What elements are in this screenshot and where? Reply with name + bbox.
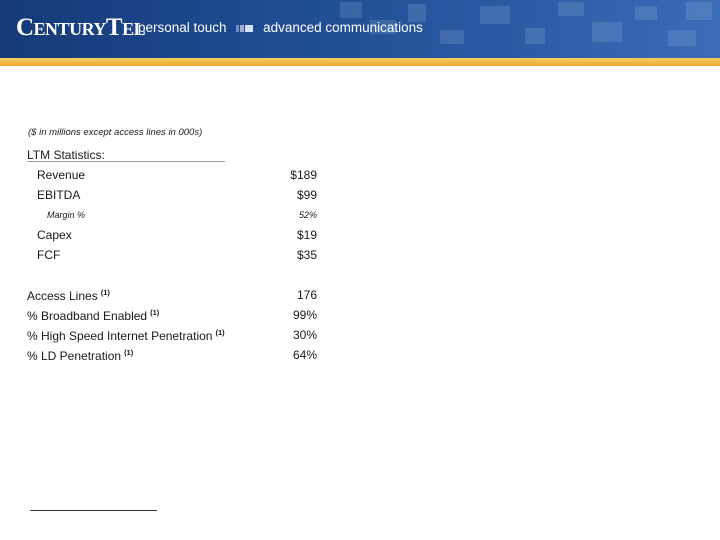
stat-row-broadband-enabled [27,308,317,324]
ltm-statistics-heading: LTM Statistics: [27,148,105,162]
footnote-marker: (1) [124,348,134,357]
stat-row-ld-penetration [27,348,317,364]
row-label: FCF [37,248,61,262]
tagline-personal-touch: personal touch [138,20,227,35]
row-label: Margin % [47,210,86,220]
row-value: 52% [298,210,317,220]
tagline-separator-icon [236,25,254,32]
stat-row-revenue [27,168,317,184]
footnote-marker: (1) [100,288,110,297]
stat-row-hsi-penetration [27,328,317,344]
row-label: EBITDA [37,188,81,202]
stat-row-margin [27,208,317,224]
tagline-advanced-communications: advanced communications [263,20,423,35]
footnote-marker: (1) [150,308,160,317]
row-label: Revenue [37,168,86,182]
heading-underline [27,161,225,162]
row-value: 64% [292,348,317,362]
row-value: 30% [292,328,317,342]
row-value: 176 [296,288,317,302]
row-label: Capex [37,228,72,242]
centurytel-logo: CenturyTel [16,14,146,41]
row-label: % LD Penetration [27,349,122,363]
units-note: ($ in millions except access lines in 000s) [28,127,203,138]
row-value: 99% [292,308,317,322]
row-value: $35 [296,248,317,262]
row-value: $189 [290,168,317,182]
stat-row-capex [27,228,317,244]
row-label: Access Lines [27,289,98,303]
row-value: $19 [296,228,317,242]
stat-row-access-lines [27,288,317,304]
header-banner [0,0,720,58]
footnote-marker: (1) [215,328,225,337]
gold-accent-bar [0,58,720,66]
header-tagline [138,20,423,35]
row-value: $99 [296,188,317,202]
row-label: % Broadband Enabled [27,309,148,323]
footnote-divider [30,510,157,511]
stat-row-fcf [27,248,317,264]
stat-row-ebitda [27,188,317,204]
row-label: % High Speed Internet Penetration [27,329,213,343]
